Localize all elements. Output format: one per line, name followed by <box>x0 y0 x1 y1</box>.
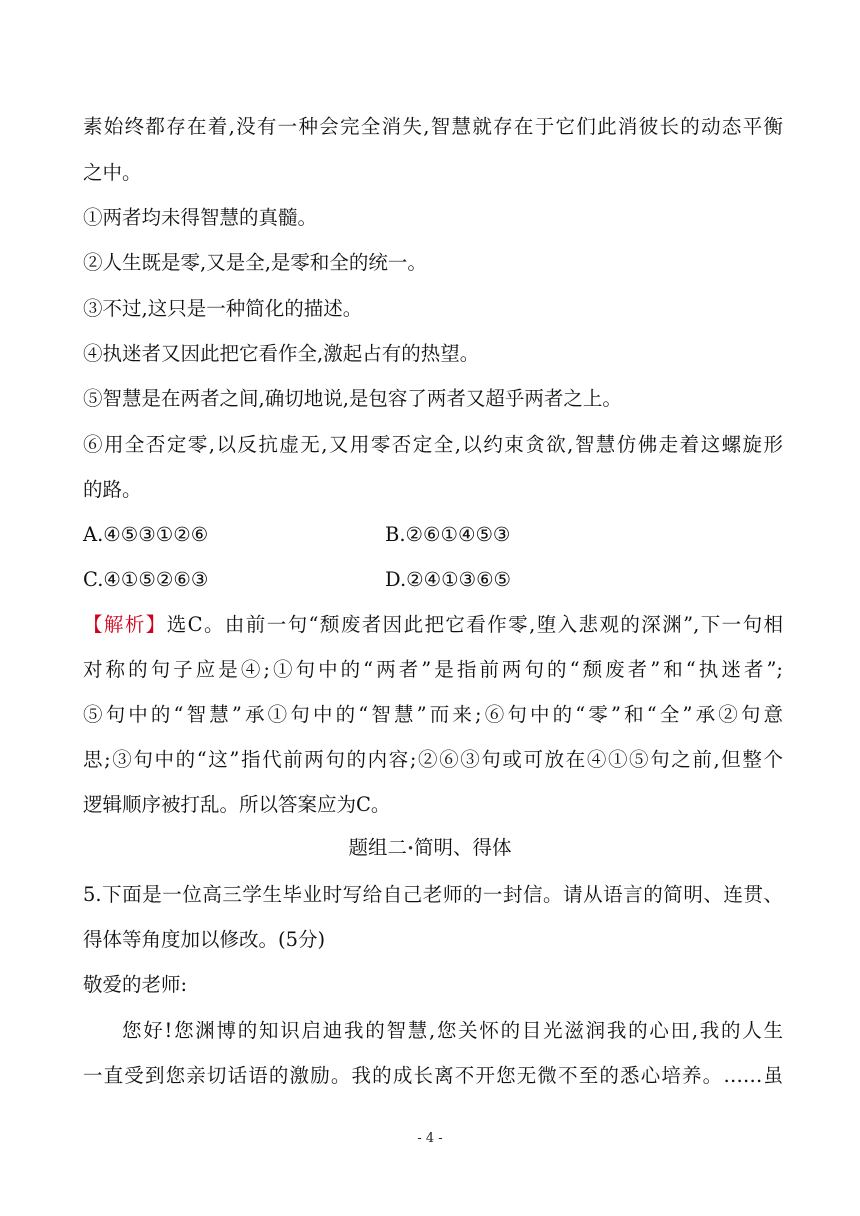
question-line: 得体等角度加以修改。(5分) <box>83 928 326 951</box>
analysis-line: 对称的句子应是④;①句中的“两者”是指前两句的“颓废者”和“执迷者”; <box>83 658 783 681</box>
option-b: B.②⑥①④⑤③ <box>385 523 511 546</box>
analysis-line: ⑤句中的“智慧”承①句中的“智慧”而来;⑥句中的“零”和“全”承②句意 <box>83 703 783 726</box>
section-heading-right: 简明、得体 <box>414 836 512 859</box>
option-a: A.④⑤③①②⑥ <box>83 523 209 546</box>
question-line: 5.下面是一位高三学生毕业时写给自己老师的一封信。请从语言的简明、连贯、 <box>83 883 783 906</box>
section-heading-dot: • <box>406 841 415 856</box>
section-heading-left: 题组二 <box>348 836 407 859</box>
letter-body-line: 您好!您渊博的知识启迪我的智慧,您关怀的目光滋润我的心田,我的人生 <box>122 1019 783 1042</box>
analysis-label: 【解析】 <box>83 613 167 636</box>
sentence-6-continued: 的路。 <box>83 478 142 501</box>
page-number: - 4 - <box>417 1131 443 1146</box>
analysis-line <box>83 612 783 638</box>
option-d: D.②④①③⑥⑤ <box>385 568 512 591</box>
paragraph-line: 素始终都存在着,没有一种会完全消失,智慧就存在于它们此消彼长的动态平衡 <box>83 115 783 138</box>
paragraph-line: 之中。 <box>83 161 142 184</box>
sentence-5: ⑤智慧是在两者之间,确切地说,是包容了两者又超乎两者之上。 <box>83 387 622 410</box>
sentence-6: ⑥用全否定零,以反抗虚无,又用零否定全,以约束贪欲,智慧仿佛走着这螺旋形 <box>83 433 783 456</box>
sentence-3: ③不过,这只是一种简化的描述。 <box>83 297 363 320</box>
analysis-text: 选C。由前一句“颓废者因此把它看作零,堕入悲观的深渊”,下一句相 <box>166 613 783 636</box>
analysis-line: 逻辑顺序被打乱。所以答案应为C。 <box>83 793 391 816</box>
sentence-2: ②人生既是零,又是全,是零和全的统一。 <box>83 251 427 274</box>
sentence-4: ④执迷者又因此把它看作全,激起占有的热望。 <box>83 342 480 365</box>
analysis-line: 思;③句中的“这”指代前两句的内容;②⑥③句或可放在④①⑤句之前,但整个 <box>83 748 783 771</box>
option-c: C.④①⑤②⑥③ <box>83 568 209 591</box>
letter-salutation: 敬爱的老师: <box>83 973 188 996</box>
section-heading <box>0 835 860 862</box>
sentence-1: ①两者均未得智慧的真髓。 <box>83 206 318 229</box>
letter-body-line: 一直受到您亲切话语的激励。我的成长离不开您无微不至的悉心培养。……虽 <box>83 1064 783 1087</box>
